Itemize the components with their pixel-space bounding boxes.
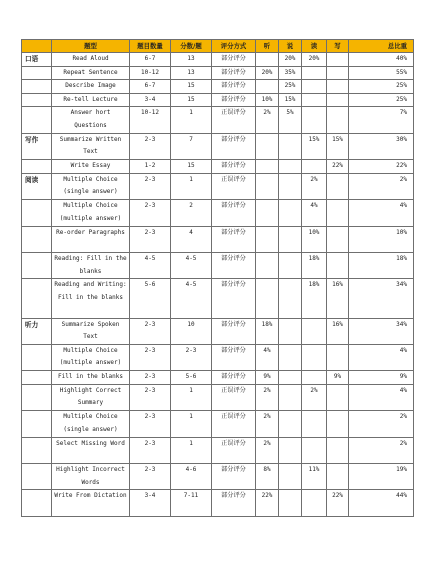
listen-cell: 22% bbox=[256, 490, 279, 516]
method-cell: 部分评分 bbox=[212, 160, 256, 174]
section-cell bbox=[22, 93, 52, 107]
read-cell: 2% bbox=[302, 384, 327, 410]
speak-cell bbox=[279, 490, 302, 516]
count-cell: 2-3 bbox=[130, 384, 171, 410]
write-cell bbox=[327, 93, 349, 107]
section-cell bbox=[22, 107, 52, 133]
total-cell: 34% bbox=[349, 279, 414, 318]
method-cell: 部分评分 bbox=[212, 279, 256, 318]
listen-cell bbox=[256, 279, 279, 318]
speak-cell bbox=[279, 226, 302, 252]
table-row bbox=[22, 384, 414, 410]
write-cell: 15% bbox=[327, 133, 349, 159]
score-cell: 1 bbox=[171, 411, 212, 437]
speak-cell bbox=[279, 371, 302, 385]
speak-cell bbox=[279, 133, 302, 159]
item-cell: Summarize Spoken Text bbox=[52, 318, 130, 344]
table-row bbox=[22, 160, 414, 174]
item-cell: Multiple Choice (single answer) bbox=[52, 173, 130, 199]
exam-format-table bbox=[21, 39, 414, 517]
item-cell: Fill in the blanks bbox=[52, 371, 130, 385]
score-cell: 4-5 bbox=[171, 252, 212, 278]
section-cell bbox=[22, 490, 52, 516]
read-cell bbox=[302, 490, 327, 516]
write-cell: 22% bbox=[327, 160, 349, 174]
write-cell bbox=[327, 384, 349, 410]
section-cell: 阅读 bbox=[22, 173, 52, 199]
listen-cell: 2% bbox=[256, 107, 279, 133]
read-cell: 2% bbox=[302, 173, 327, 199]
header-cell-score: 分数/题 bbox=[171, 40, 212, 53]
item-cell: Multiple Choice (multiple answer) bbox=[52, 344, 130, 370]
method-cell: 正误评分 bbox=[212, 173, 256, 199]
section-cell: 听力 bbox=[22, 318, 52, 344]
listen-cell bbox=[256, 173, 279, 199]
item-cell: Multiple Choice (single answer) bbox=[52, 411, 130, 437]
total-cell: 2% bbox=[349, 173, 414, 199]
score-cell: 7-11 bbox=[171, 490, 212, 516]
score-cell: 7 bbox=[171, 133, 212, 159]
total-cell: 4% bbox=[349, 344, 414, 370]
table-row bbox=[22, 411, 414, 437]
item-cell: Repeat Sentence bbox=[52, 66, 130, 80]
listen-cell: 20% bbox=[256, 66, 279, 80]
write-cell bbox=[327, 252, 349, 278]
listen-cell bbox=[256, 252, 279, 278]
read-cell bbox=[302, 107, 327, 133]
table-row bbox=[22, 490, 414, 516]
speak-cell: 5% bbox=[279, 107, 302, 133]
score-cell: 15 bbox=[171, 80, 212, 94]
total-cell: 4% bbox=[349, 200, 414, 226]
score-cell: 4-6 bbox=[171, 464, 212, 490]
count-cell: 6-7 bbox=[130, 53, 171, 67]
header-cell-count: 题目数量 bbox=[130, 40, 171, 53]
listen-cell bbox=[256, 133, 279, 159]
write-cell bbox=[327, 344, 349, 370]
total-cell: 22% bbox=[349, 160, 414, 174]
speak-cell bbox=[279, 344, 302, 370]
section-cell bbox=[22, 437, 52, 463]
document-page bbox=[21, 39, 414, 517]
item-cell: Describe Image bbox=[52, 80, 130, 94]
table-row bbox=[22, 173, 414, 199]
section-cell bbox=[22, 344, 52, 370]
total-cell: 40% bbox=[349, 53, 414, 67]
count-cell: 2-3 bbox=[130, 464, 171, 490]
item-cell: Write From Dictation bbox=[52, 490, 130, 516]
section-cell bbox=[22, 80, 52, 94]
read-cell bbox=[302, 66, 327, 80]
total-cell: 18% bbox=[349, 252, 414, 278]
section-cell bbox=[22, 279, 52, 318]
table-row bbox=[22, 66, 414, 80]
write-cell bbox=[327, 411, 349, 437]
read-cell bbox=[302, 93, 327, 107]
read-cell: 11% bbox=[302, 464, 327, 490]
method-cell: 部分评分 bbox=[212, 371, 256, 385]
item-cell: Reading: Fill in the blanks bbox=[52, 252, 130, 278]
count-cell: 2-3 bbox=[130, 437, 171, 463]
total-cell: 10% bbox=[349, 226, 414, 252]
score-cell: 4 bbox=[171, 226, 212, 252]
score-cell: 4-5 bbox=[171, 279, 212, 318]
item-cell: Highlight Correct Summary bbox=[52, 384, 130, 410]
table-row bbox=[22, 464, 414, 490]
count-cell: 2-3 bbox=[130, 371, 171, 385]
read-cell bbox=[302, 371, 327, 385]
score-cell: 1 bbox=[171, 437, 212, 463]
count-cell: 4-5 bbox=[130, 252, 171, 278]
write-cell: 22% bbox=[327, 490, 349, 516]
count-cell: 2-3 bbox=[130, 133, 171, 159]
score-cell: 13 bbox=[171, 53, 212, 67]
listen-cell bbox=[256, 160, 279, 174]
table-row bbox=[22, 226, 414, 252]
method-cell: 部分评分 bbox=[212, 318, 256, 344]
write-cell bbox=[327, 173, 349, 199]
speak-cell bbox=[279, 464, 302, 490]
write-cell bbox=[327, 107, 349, 133]
header-cell-listen: 听 bbox=[256, 40, 279, 53]
count-cell: 2-3 bbox=[130, 411, 171, 437]
speak-cell: 15% bbox=[279, 93, 302, 107]
section-cell: 写作 bbox=[22, 133, 52, 159]
method-cell: 部分评分 bbox=[212, 252, 256, 278]
method-cell: 正误评分 bbox=[212, 107, 256, 133]
write-cell bbox=[327, 66, 349, 80]
section-cell bbox=[22, 200, 52, 226]
speak-cell bbox=[279, 437, 302, 463]
table-row bbox=[22, 107, 414, 133]
write-cell: 16% bbox=[327, 318, 349, 344]
speak-cell bbox=[279, 384, 302, 410]
read-cell: 4% bbox=[302, 200, 327, 226]
write-cell bbox=[327, 464, 349, 490]
listen-cell bbox=[256, 53, 279, 67]
speak-cell bbox=[279, 411, 302, 437]
count-cell: 2-3 bbox=[130, 226, 171, 252]
score-cell: 2 bbox=[171, 200, 212, 226]
score-cell: 10 bbox=[171, 318, 212, 344]
method-cell: 部分评分 bbox=[212, 93, 256, 107]
section-cell bbox=[22, 160, 52, 174]
method-cell: 正误评分 bbox=[212, 384, 256, 410]
table-row bbox=[22, 252, 414, 278]
method-cell: 部分评分 bbox=[212, 464, 256, 490]
method-cell: 部分评分 bbox=[212, 80, 256, 94]
table-row bbox=[22, 93, 414, 107]
score-cell: 1 bbox=[171, 107, 212, 133]
item-cell: Reading and Writing: Fill in the blanks bbox=[52, 279, 130, 318]
item-cell: Select Missing Word bbox=[52, 437, 130, 463]
section-cell bbox=[22, 66, 52, 80]
read-cell: 20% bbox=[302, 53, 327, 67]
table-body bbox=[22, 53, 414, 517]
header-cell-section bbox=[22, 40, 52, 53]
count-cell: 3-4 bbox=[130, 93, 171, 107]
table-row bbox=[22, 371, 414, 385]
speak-cell: 20% bbox=[279, 53, 302, 67]
count-cell: 2-3 bbox=[130, 200, 171, 226]
item-cell: Multiple Choice (multiple answer) bbox=[52, 200, 130, 226]
read-cell: 15% bbox=[302, 133, 327, 159]
count-cell: 2-3 bbox=[130, 318, 171, 344]
read-cell bbox=[302, 437, 327, 463]
method-cell: 正误评分 bbox=[212, 437, 256, 463]
table-row bbox=[22, 318, 414, 344]
table-row bbox=[22, 437, 414, 463]
header-cell-read: 读 bbox=[302, 40, 327, 53]
section-cell bbox=[22, 411, 52, 437]
section-cell bbox=[22, 252, 52, 278]
method-cell: 部分评分 bbox=[212, 490, 256, 516]
read-cell: 18% bbox=[302, 279, 327, 318]
item-cell: Highlight Incorrect Words bbox=[52, 464, 130, 490]
total-cell: 2% bbox=[349, 411, 414, 437]
count-cell: 10-12 bbox=[130, 107, 171, 133]
section-cell: 口语 bbox=[22, 53, 52, 67]
header-cell-write: 写 bbox=[327, 40, 349, 53]
table-row bbox=[22, 200, 414, 226]
score-cell: 15 bbox=[171, 93, 212, 107]
method-cell: 正误评分 bbox=[212, 411, 256, 437]
listen-cell: 2% bbox=[256, 384, 279, 410]
total-cell: 7% bbox=[349, 107, 414, 133]
write-cell bbox=[327, 226, 349, 252]
score-cell: 1 bbox=[171, 384, 212, 410]
listen-cell: 4% bbox=[256, 344, 279, 370]
write-cell: 9% bbox=[327, 371, 349, 385]
item-cell: Re-order Paragraphs bbox=[52, 226, 130, 252]
table-row bbox=[22, 80, 414, 94]
header-cell-method: 评分方式 bbox=[212, 40, 256, 53]
count-cell: 5-6 bbox=[130, 279, 171, 318]
item-cell: Read Aloud bbox=[52, 53, 130, 67]
listen-cell bbox=[256, 80, 279, 94]
total-cell: 19% bbox=[349, 464, 414, 490]
total-cell: 9% bbox=[349, 371, 414, 385]
read-cell bbox=[302, 344, 327, 370]
listen-cell: 10% bbox=[256, 93, 279, 107]
count-cell: 6-7 bbox=[130, 80, 171, 94]
listen-cell: 2% bbox=[256, 411, 279, 437]
read-cell bbox=[302, 411, 327, 437]
section-cell bbox=[22, 226, 52, 252]
read-cell bbox=[302, 80, 327, 94]
speak-cell bbox=[279, 279, 302, 318]
item-cell: Write Essay bbox=[52, 160, 130, 174]
read-cell bbox=[302, 318, 327, 344]
speak-cell bbox=[279, 173, 302, 199]
section-cell bbox=[22, 371, 52, 385]
score-cell: 2-3 bbox=[171, 344, 212, 370]
method-cell: 部分评分 bbox=[212, 66, 256, 80]
table-row bbox=[22, 344, 414, 370]
listen-cell bbox=[256, 226, 279, 252]
method-cell: 部分评分 bbox=[212, 200, 256, 226]
listen-cell: 2% bbox=[256, 437, 279, 463]
method-cell: 部分评分 bbox=[212, 53, 256, 67]
read-cell: 18% bbox=[302, 252, 327, 278]
method-cell: 部分评分 bbox=[212, 133, 256, 159]
score-cell: 13 bbox=[171, 66, 212, 80]
count-cell: 10-12 bbox=[130, 66, 171, 80]
listen-cell: 9% bbox=[256, 371, 279, 385]
table-row bbox=[22, 279, 414, 318]
write-cell bbox=[327, 80, 349, 94]
table-row bbox=[22, 133, 414, 159]
listen-cell bbox=[256, 200, 279, 226]
total-cell: 55% bbox=[349, 66, 414, 80]
section-cell bbox=[22, 464, 52, 490]
total-cell: 2% bbox=[349, 437, 414, 463]
speak-cell bbox=[279, 318, 302, 344]
total-cell: 25% bbox=[349, 93, 414, 107]
speak-cell bbox=[279, 160, 302, 174]
speak-cell: 35% bbox=[279, 66, 302, 80]
method-cell: 部分评分 bbox=[212, 226, 256, 252]
write-cell bbox=[327, 200, 349, 226]
section-cell bbox=[22, 384, 52, 410]
count-cell: 1-2 bbox=[130, 160, 171, 174]
count-cell: 3-4 bbox=[130, 490, 171, 516]
write-cell bbox=[327, 53, 349, 67]
count-cell: 2-3 bbox=[130, 173, 171, 199]
speak-cell: 25% bbox=[279, 80, 302, 94]
total-cell: 44% bbox=[349, 490, 414, 516]
write-cell: 16% bbox=[327, 279, 349, 318]
header-row bbox=[22, 40, 414, 53]
speak-cell bbox=[279, 252, 302, 278]
header-cell-item: 题型 bbox=[52, 40, 130, 53]
total-cell: 25% bbox=[349, 80, 414, 94]
score-cell: 5-6 bbox=[171, 371, 212, 385]
speak-cell bbox=[279, 200, 302, 226]
header-cell-total: 总比重 bbox=[349, 40, 414, 53]
header-cell-speak: 说 bbox=[279, 40, 302, 53]
read-cell bbox=[302, 160, 327, 174]
total-cell: 4% bbox=[349, 384, 414, 410]
count-cell: 2-3 bbox=[130, 344, 171, 370]
listen-cell: 8% bbox=[256, 464, 279, 490]
table-row bbox=[22, 53, 414, 67]
listen-cell: 18% bbox=[256, 318, 279, 344]
read-cell: 10% bbox=[302, 226, 327, 252]
total-cell: 30% bbox=[349, 133, 414, 159]
score-cell: 15 bbox=[171, 160, 212, 174]
item-cell: Re-tell Lecture bbox=[52, 93, 130, 107]
item-cell: Summarize Written Text bbox=[52, 133, 130, 159]
score-cell: 1 bbox=[171, 173, 212, 199]
total-cell: 34% bbox=[349, 318, 414, 344]
method-cell: 部分评分 bbox=[212, 344, 256, 370]
write-cell bbox=[327, 437, 349, 463]
item-cell: Answer hort Questions bbox=[52, 107, 130, 133]
